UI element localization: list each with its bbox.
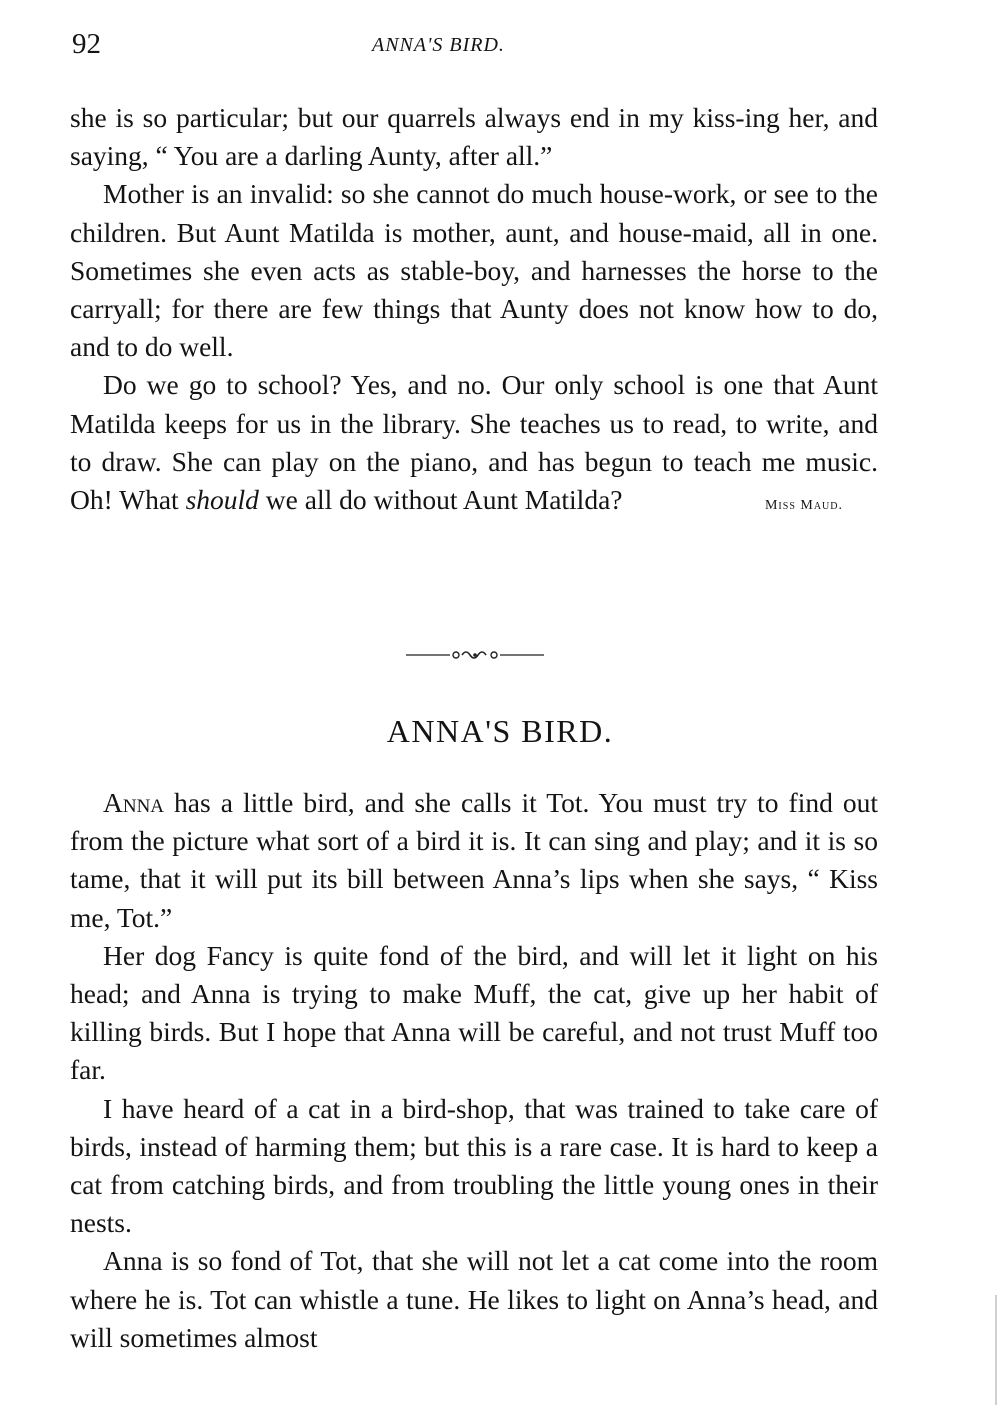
paragraph: Her dog Fancy is quite fond of the bird, and will let it light on his head; and Anna is trying to make Muff, the cat, give up her habit of killing birds. But I hope that Anna will be careful, and not trust Muff too far. [70, 939, 878, 1086]
drop-word: Anna [103, 787, 165, 818]
paragraph: Anna is so fond of Tot, that she will not let a cat come into the room where he is. Tot can whistle a tune. He likes to light on Anna’s head, and will sometimes almost [70, 1245, 878, 1353]
paragraph-final [70, 366, 878, 519]
paragraph: Mother is an invalid: so she cannot do much house-work, or see to the children. But Aunt Matilda is mother, aunt, and house-maid, all in one. Sometimes she even acts as stable-boy, and harnesses the horse to the carryall; for there are few things that Aunty does not know how to do, and to do well. [70, 178, 878, 363]
story-text [70, 784, 878, 1357]
paragraph [70, 784, 878, 937]
italic-word: should [185, 484, 259, 516]
paragraph-text: we all do without Aunt Matilda? [258, 484, 623, 516]
paragraph-text: has a little bird, and she calls it Tot. You must try to find out from the picture what sort of a bird it is. It can sing and play; and it is so tame, that it will put its bill between Anna’s lips when she says, “ Kiss me, Tot.” [70, 787, 878, 933]
running-title: ANNA'S BIRD. [372, 34, 505, 56]
ornamental-divider [406, 647, 544, 663]
author-signature: Miss Maud. [764, 498, 843, 514]
running-head [72, 28, 878, 68]
paragraph: she is so particular; but our quarrels always end in my kiss-ing her, and saying, “ You are a darling Aunty, after all.” [70, 102, 878, 172]
paragraph-text: Do we go to school? Yes, and no. Our only school is one that Aunt Matilda keeps for us in the library. She teaches us to read, to write, and to draw. She can play on the piano, and has begun to teach me music. Oh! What [70, 369, 878, 516]
scan-edge-mark [995, 1295, 997, 1405]
page-number: 92 [72, 28, 101, 60]
paragraph: I have heard of a cat in a bird-shop, that was trained to take care of birds, instead of harming them; but this is a rare case. It is hard to keep a cat from catching birds, and from troubling the little young ones in their nests. [70, 1092, 878, 1239]
previous-story-text [70, 99, 878, 525]
section-title: ANNA'S BIRD. [386, 713, 614, 749]
